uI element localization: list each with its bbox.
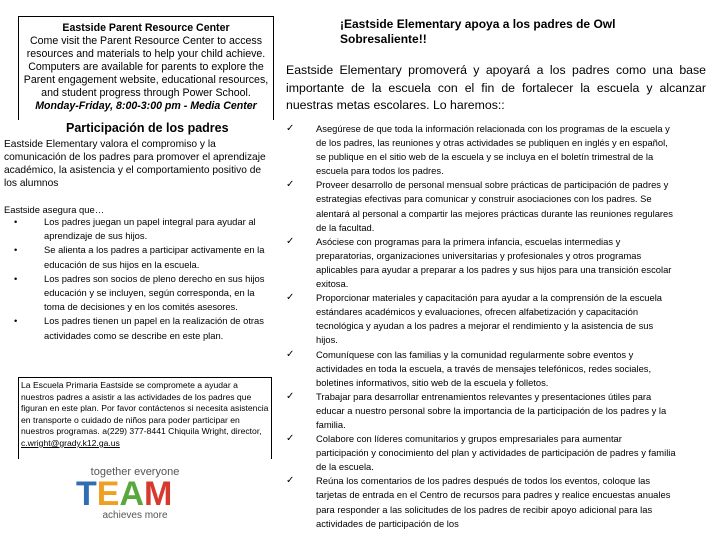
participation-body: Eastside Elementary valora el compromiso y la comunicación de los padres para promover el aprendizaje académico, la asistencia y el comportamiento positivo de los alumnos [4,139,266,189]
resource-center-title: Eastside Parent Resource Center [62,22,230,34]
check-icon: ✓ [286,292,295,304]
right-title: ¡Eastside Elementary apoya a los padres de Owl Sobresaliente!! [340,17,616,46]
list-item: ✓ Comuníquese con las familias y la comunidad regularmente sobre eventos y actividades en toda la escuela, a través de mensajes telefónicos, redes sociales, boletines informativos, sitio web de la escuela y folletos. [286,348,652,388]
list-item: ✓ Asegúrese de que toda la información relacionada con los programas de la escuela y de los padres, las reuniones y otras actividades se publiquen en inglés y en español, se publique en el sitio web de la escuela y se incluya en el boletín trimestral de la escuela para todos los padres. [286,123,670,177]
bullet-icon: • [14,272,18,284]
right-intro: Eastside Elementary promoverá y apoyará a los padres como una base importante de la escuela con el fin de fortalecer la escuela y alcanzar nuestras metas escolares. Lo haremos:: [286,63,706,112]
logo-letter-a: A [119,475,145,513]
check-icon: ✓ [286,475,295,487]
logo-main-text [76,475,172,513]
logo-bottom-text: achieves more [102,510,168,521]
commitment-text: La Escuela Primaria Eastside se compromete a ayudar a nuestros padres a asistir a las actividades de los padres que figuran en este plan. Por favor contáctenos si necesita asistencia en transporte o cuidado de niños para poder participar en nuestros programas. a(229) 377-8441 Chiquila Wright, director, [21,380,269,437]
list-item: ✓ Asóciese con programas para la primera infancia, escuelas intermedias y preparatorias, organizaciones universitarias y profesionales y otros programas aplicables para ayudar a preparar a los padres y sus hijos para una transición escolar exitosa. [286,235,672,290]
logo-letter-e: E [96,475,120,513]
logo-top-text: together everyone [90,466,180,478]
resource-center-box [18,16,274,120]
list-item: ✓ Trabajar para desarrollar entrenamientos relevantes y presentaciones útiles para educar a nuestro personal sobre la importancia de la participación de los padres y la familia. [286,390,667,430]
list-item: • Los padres juegan un papel integral para ayudar al aprendizaje de sus hijos. [14,216,256,242]
list-item: ✓ Proporcionar materiales y capacitación para ayudar a la comprensión de la escuela estándares académicos y evaluaciones, ofrecen alfabetización y capacitación tecnológica y ayudan a los padres a mejorar el rendimiento y la asistencia de sus hijos. [286,292,663,346]
commitment-checklist [286,122,676,531]
director-email-link[interactable]: c.wright@grady.k12.ga.us [21,437,120,448]
bullet-icon: • [14,315,18,327]
check-icon: ✓ [286,390,295,402]
resource-center-body: Come visit the Parent Resource Center to access resources and materials to help your child achieve. Computers are available for parents to explore the Parent engagement website, educational resources, and student progress through Power School. [23,35,269,99]
bullet-icon: • [14,216,18,227]
list-item: • Los padres tienen un papel en la realización de otras actividades como se describe en este plan. [14,315,264,341]
list-item: • Los padres son socios de pleno derecho en sus hijos educación y se incluyen, según corresponda, en la toma de decisiones y en los comités asesores. [14,272,265,313]
check-icon: ✓ [286,348,295,360]
check-icon: ✓ [286,123,295,134]
asegura-label: Eastside asegura que… [4,204,105,215]
logo-letter-m: M [144,475,173,513]
resource-center-hours: Monday-Friday, 8:00-3:00 pm - Media Center [35,100,257,112]
logo-letter-t: T [76,475,97,513]
list-item: ✓ Reúna los comentarios de los padres después de todos los eventos, coloque las tarjetas de entrada en el Centro de recursos para padres y realice encuestas anuales para responder a las solicitudes de los padres de recibir apoyo adicional para las actividades de participación de los [286,475,671,529]
check-icon: ✓ [286,179,295,191]
commitment-box [18,377,272,459]
list-item: • Se alienta a los padres a participar activamente en la educación de sus hijos en la escuela. [14,244,265,270]
participation-title: Participación de los padres [66,121,229,135]
list-item: ✓ Colabore con líderes comunitarios y grupos empresariales para aumentar participación y conocimiento del plan y actividades de participación de padres y familia de la escuela. [286,433,676,473]
asegura-list [4,215,274,343]
check-icon: ✓ [286,235,295,247]
bullet-icon: • [14,244,18,256]
team-logo [70,463,200,523]
list-item: ✓ Proveer desarrollo de personal mensual sobre prácticas de participación de padres y estrategias efectivas para comunicar y construir asociaciones con los padres. Se alentará al personal a compartir las mejores prácticas durante las reuniones regulares de la facultad. [286,179,673,233]
check-icon: ✓ [286,433,295,445]
